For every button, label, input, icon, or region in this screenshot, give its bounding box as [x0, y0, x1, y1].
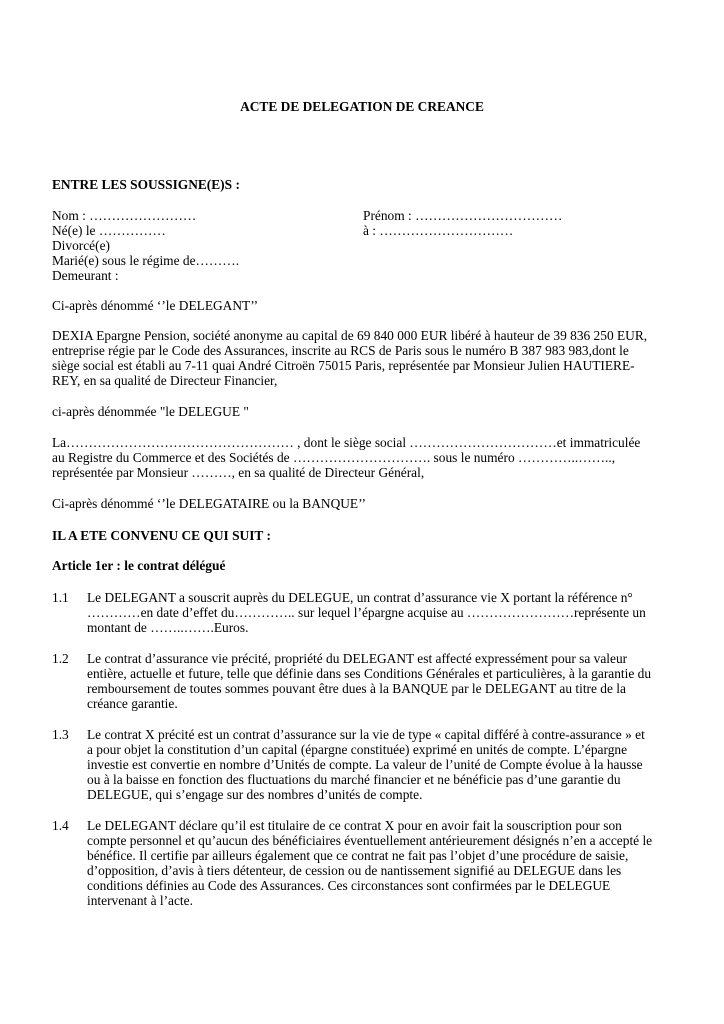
parties-heading: ENTRE LES SOUSSIGNE(E)S : — [52, 177, 240, 192]
clause-line: remboursement de toutes sommes pouvant être dues à la BANQUE par le DELEGANT au titre de la — [87, 681, 626, 696]
clause-line: investie est convertie en nombre d’Unités de compte. La valeur de l’unité de Compte évolue à la hausse — [87, 757, 643, 772]
clause-line: Le contrat X précité est un contrat d’assurance sur la vie de type « capital différé à contre-assurance » et — [87, 727, 645, 742]
clause-line: d’opposition, d’avis à tiers détenteur, de cession ou de nantissement signifié au DELEGUE dans les — [87, 863, 622, 878]
article-heading: Article 1er : le contrat délégué — [52, 558, 226, 573]
field-prenom: Prénom : …………………………… — [363, 208, 563, 223]
delegataire-denomination: Ci-après dénommé ‘’le DELEGATAIRE ou la BANQUE’’ — [52, 496, 367, 511]
clause-number: 1.2 — [52, 651, 69, 666]
convenu-heading: IL A ETE CONVENU CE QUI SUIT : — [52, 528, 271, 543]
clause-line: …………en date d’effet du………….. sur lequel l’épargne acquise au ……………………représente un — [87, 605, 646, 620]
clause-number: 1.1 — [52, 590, 69, 605]
field-lieu-naissance: à : ………………………… — [363, 223, 514, 238]
clause-line: bénéfice. Il certifie par ailleurs également que ce contrat ne fait pas l’objet d’une procédure de saisie, — [87, 848, 629, 863]
delegue-line: DEXIA Epargne Pension, société anonyme au capital de 69 840 000 EUR libéré à hauteur de 39 836 250 EUR, — [52, 328, 648, 343]
clause-line: créance garantie. — [87, 696, 178, 711]
field-divorce: Divorcé(e) — [52, 238, 110, 253]
field-ne-le: Né(e) le …………… — [52, 223, 166, 238]
clause-line: ou à la baisse en fonction des fluctuations du marché financier et ne bénéficie pas d’une garantie du — [87, 772, 621, 787]
delegue-line: REY, en sa qualité de Directeur Financier, — [52, 373, 278, 388]
clause-line: conditions définies au Code des Assurances. Ces circonstances sont confirmées par le DELEGUE — [87, 878, 611, 893]
field-demeurant: Demeurant : — [52, 268, 119, 283]
clause-line: montant de ……..…….Euros. — [87, 620, 249, 635]
delegataire-line: représentée par Monsieur ………, en sa qualité de Directeur Général, — [52, 465, 425, 480]
clause-line: intervenant à l’acte. — [87, 893, 193, 908]
field-marie: Marié(e) sous le régime de………. — [52, 253, 240, 268]
delegue-line: siège social est établi au 7-11 quai André Citroën 75015 Paris, représentée par Monsieur Julien HAUTIERE- — [52, 358, 635, 373]
clause-line: Le contrat d’assurance vie précité, propriété du DELEGANT est affecté expressément pour sa valeur — [87, 651, 628, 666]
document-title: ACTE DE DELEGATION DE CREANCE — [240, 99, 484, 114]
clause-line: entière, actuelle et future, telle que définie dans ses Conditions Générales et particulières, à la garantie du — [87, 666, 652, 681]
field-nom: Nom : …………………… — [52, 208, 197, 223]
clause-line: a pour objet la constitution d’un capital (épargne constituée) exprimé en unités de compte. L’épargne — [87, 742, 628, 757]
delegataire-line: au Registre du Commerce et des Sociétés de …………………………. sous le numéro …………..…….., — [52, 450, 616, 465]
delegue-denomination: ci-après dénommée "le DELEGUE " — [52, 404, 249, 419]
clause-number: 1.3 — [52, 727, 69, 742]
clause-line: Le DELEGANT déclare qu’il est titulaire de ce contrat X pour en avoir fait la souscription pour son — [87, 818, 622, 833]
clause-line: compte personnel et qu’aucun des bénéficiaires éventuellement antérieurement désignés n’en a accepté le — [87, 833, 653, 848]
delegue-line: entreprise régie par le Code des Assurances, inscrite au RCS de Paris sous le numéro B 387 983 983,dont le — [52, 343, 629, 358]
delegataire-line: La…………………………………………… , dont le siège social ……………………………et immatriculée — [52, 435, 641, 450]
delegant-denomination: Ci-après dénommé ‘’le DELEGANT’’ — [52, 298, 259, 313]
clause-line: DELEGUE, qui s’engage sur des nombres d’unités de compte. — [87, 787, 423, 802]
clause-number: 1.4 — [52, 818, 69, 833]
clause-line: Le DELEGANT a souscrit auprès du DELEGUE, un contrat d’assurance vie X portant la référence n° — [87, 590, 633, 605]
